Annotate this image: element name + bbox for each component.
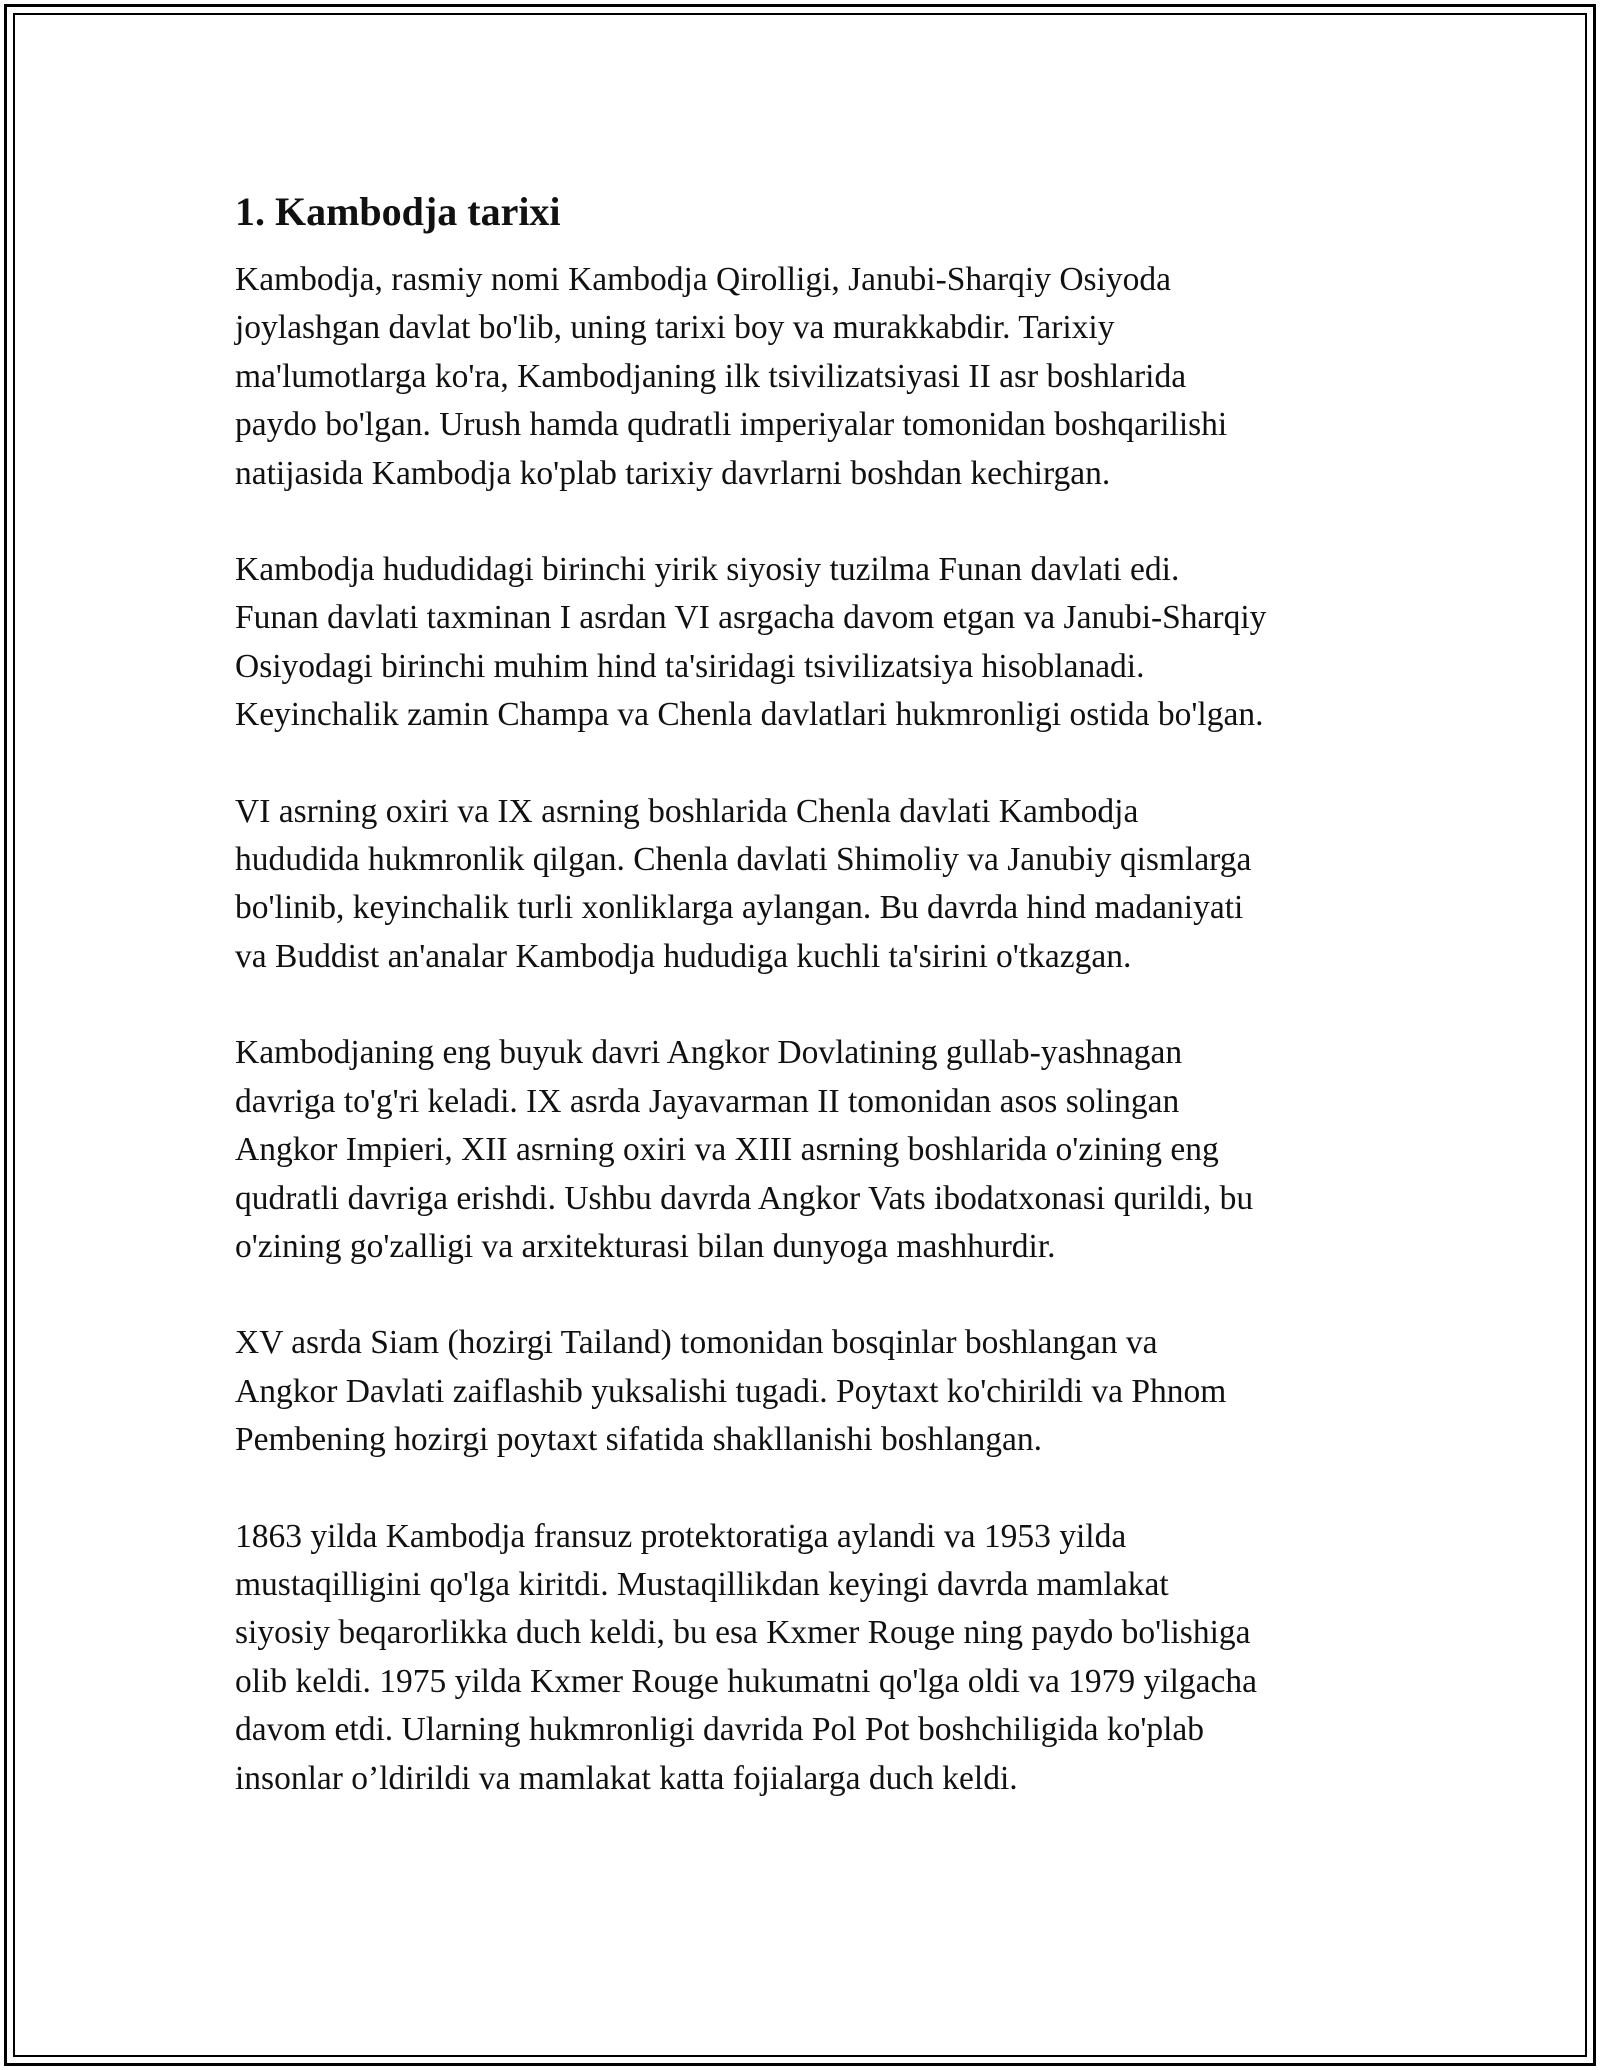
document-body: [235, 180, 1375, 1851]
paragraph-line: Kambodja hududidagi birinchi yirik siyosiy tuzilma Funan davlati edi.: [235, 551, 1180, 589]
paragraph: [235, 1029, 1375, 1271]
paragraph: [235, 256, 1375, 498]
paragraph-line: va Buddist an'analar Kambodja hududiga kuchli ta'sirini o'tkazgan.: [235, 937, 1132, 975]
paragraph: [235, 1513, 1375, 1803]
paragraph-line: ma'lumotlarga ko'ra, Kambodjaning ilk tsivilizatsiyasi II asr boshlarida: [235, 357, 1187, 395]
paragraph-line: Funan davlati taxminan I asrdan VI asrgacha davom etgan va Janubi-Sharqiy: [235, 599, 1267, 637]
paragraph-line: natijasida Kambodja ko'plab tarixiy davrlarni boshdan kechirgan.: [235, 454, 1111, 492]
paragraph-line: Angkor Impieri, XII asrning oxiri va XIII asrning boshlarida o'zining eng: [235, 1131, 1219, 1169]
paragraph-line: olib keldi. 1975 yilda Kxmer Rouge hukumatni qo'lga oldi va 1979 yilgacha: [235, 1662, 1258, 1700]
paragraph-line: hududida hukmronlik qilgan. Chenla davlati Shimoliy va Janubiy qismlarga: [235, 841, 1252, 879]
paragraph-line: VI asrning oxiri va IX asrning boshlarida Chenla davlati Kambodja: [235, 792, 1139, 830]
paragraph-line: Osiyodagi birinchi muhim hind ta'siridagi tsivilizatsiya hisoblanadi.: [235, 647, 1145, 685]
paragraph-line: qudratli davriga erishdi. Ushbu davrda Angkor Vats ibodatxonasi qurildi, bu: [235, 1179, 1254, 1217]
paragraph-line: Pembening hozirgi poytaxt sifatida shakllanishi boshlangan.: [235, 1421, 1042, 1459]
paragraph-line: Kambodjaning eng buyuk davri Angkor Dovlatining gullab-yashnagan: [235, 1034, 1183, 1072]
paragraph: [235, 546, 1375, 740]
paragraph-line: insonlar o’ldirildi va mamlakat katta fojialarga duch keldi.: [235, 1759, 1018, 1797]
paragraph-line: o'zining go'zalligi va arxitekturasi bilan dunyoga mashhurdir.: [235, 1227, 1056, 1265]
paragraph-line: 1863 yilda Kambodja fransuz protektoratiga aylandi va 1953 yilda: [235, 1517, 1127, 1555]
paragraph-line: XV asrda Siam (hozirgi Tailand) tomonidan bosqinlar boshlangan va: [235, 1324, 1158, 1362]
paragraph-line: Angkor Davlati zaiflashib yuksalishi tugadi. Poytaxt ko'chirildi va Phnom: [235, 1372, 1227, 1410]
paragraph-line: Keyinchalik zamin Champa va Chenla davlatlari hukmronligi ostida bo'lgan.: [235, 696, 1264, 734]
paragraph-line: Kambodja, rasmiy nomi Kambodja Qirolligi, Janubi-Sharqiy Osiyoda: [235, 261, 1172, 298]
paragraph-list: [235, 256, 1375, 1803]
paragraph-line: siyosiy beqarorlikka duch keldi, bu esa Kxmer Rouge ning paydo bo'lishiga: [235, 1614, 1251, 1652]
paragraph-line: joylashgan davlat bo'lib, uning tarixi boy va murakkabdir. Tarixiy: [235, 309, 1115, 347]
paragraph-line: davom etdi. Ularning hukmronligi davrida Pol Pot boshchiligida ko'plab: [235, 1711, 1205, 1749]
paragraph-line: davriga to'g'ri keladi. IX asrda Jayavarman II tomonidan asos solingan: [235, 1082, 1180, 1120]
paragraph-line: bo'linib, keyinchalik turli xonliklarga aylangan. Bu davrda hind madaniyati: [235, 889, 1244, 927]
paragraph: [235, 788, 1375, 982]
paragraph: [235, 1319, 1375, 1464]
page-title: 1. Kambodja tarixi: [235, 189, 561, 234]
paragraph-line: mustaqilligini qo'lga kiritdi. Mustaqillikdan keyingi davrda mamlakat: [235, 1565, 1169, 1603]
paragraph-line: paydo bo'lgan. Urush hamda qudratli imperiyalar tomonidan boshqarilishi: [235, 406, 1228, 444]
